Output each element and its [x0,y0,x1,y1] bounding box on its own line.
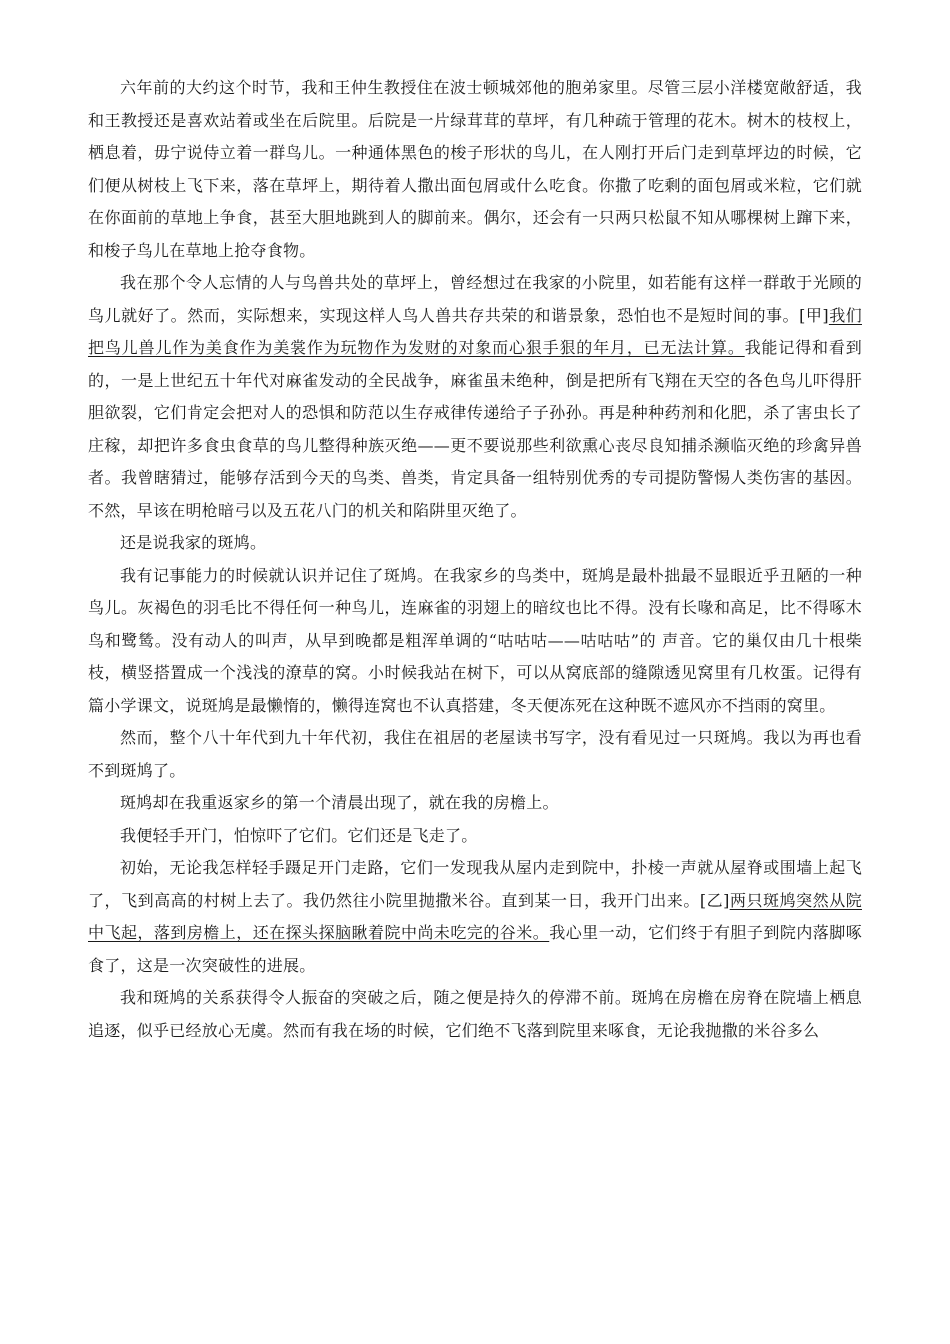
paragraph-5-text: 然而，整个八十年代到九十年代初，我住在祖居的老屋读书写字，没有看见过一只斑鸠。我以为再也看不到斑鸠了。 [88,728,862,780]
paragraph-1 [88,72,862,267]
paragraph-7-text: 我便轻手开门，怕惊吓了它们。它们还是飞走了。 [120,825,478,845]
paragraph-6 [88,787,862,820]
paragraph-9 [88,982,862,1047]
paragraph-6-text: 斑鸠却在我重返家乡的第一个清晨出现了，就在我的房檐上。 [120,793,559,812]
underlined-sentence-yi: 两只斑鸠突然从院中飞起，落到房檐上，还在探头探脑瞅着院中尚未吃完的谷米。 [88,890,862,942]
paragraph-9-text: 我和斑鸠的关系获得令人振奋的突破之后，随之便是持久的停滞不前。斑鸠在房檐在房脊在院墙上栖息追逐，似乎已经放心无虞。然而有我在场的时候，它们绝不飞落到院里来啄食，无论我抛撒的米谷多么 [88,988,862,1040]
paragraph-1-text: 六年前的大约这个时节，我和王仲生教授住在波士顿城郊他的胞弟家里。尽管三层小洋楼宽敞舒适，我和王教授还是喜欢站着或坐在后院里。后院是一片绿茸茸的草坪，有几种疏于管理的花木。树木的枝杈上，栖息着，毋宁说侍立着一群鸟儿。一种通体黑色的梭子形状的鸟儿，在人刚打开后门走到草坪边的时候，它们便从树枝上飞下来，落在草坪上，期待着人撒出面包屑或什么吃食。你撒了吃剩的面包屑或米粒，它们就在你面前的草地上争食，甚至大胆地跳到人的脚前来。偶尔，还会有一只两只松鼠不知从哪棵树上蹿下来，和梭子鸟儿在草地上抢夺食物。 [88,78,862,260]
paragraph-2-text-after: 我能记得和看到的，一是上世纪五十年代对麻雀发动的全民战争，麻雀虽未绝种，倒是把所有飞翔在天空的各色鸟儿吓得肝胆欲裂，它们肯定会把对人的恐惧和防范以生存戒律传递给子子孙孙。再是种种药剂和化肥，杀了害虫长了庄稼，却把许多食虫食草的鸟儿整得种族灭绝——更不要说那些利欲熏心丧尽良知捕杀濒临灭绝的珍禽异兽者。我曾瞎猜过，能够存活到今天的鸟类、兽类，肯定具备一组特别优秀的专司提防警惕人类伤害的基因。不然，早该在明枪暗弓以及五花八门的机关和陷阱里灭绝了。 [88,338,862,520]
paragraph-3-text: 还是说我家的斑鸠。 [120,533,267,552]
paragraph-8-text-before: 初始，无论我怎样轻手蹑足开门走路，它们一发现我从屋内走到院中，扑棱一声就从屋脊或围墙上起飞了，飞到高高的村树上去了。我仍然往小院里抛撒米谷。直到某一日，我开门出来。[乙] [88,858,862,910]
underlined-sentence-jia: 我们把鸟儿兽儿作为美食作为美裳作为玩物作为发财的对象而心狠手狠的年月，已无法计算。 [88,305,862,357]
paragraph-2-text-before: 我在那个令人忘情的人与鸟兽共处的草坪上，曾经想过在我家的小院里，如若能有这样一群敢于光顾的鸟儿就好了。然而，实际想来，实现这样人鸟人兽共存共荣的和谐景象，恐怕也不是短时间的事。[甲] [88,273,862,325]
paragraph-7 [88,820,862,853]
paragraph-5 [88,722,862,787]
paragraph-8-text-after: 我心里一动，它们终于有胆子到院内落脚啄食了，这是一次突破性的进展。 [88,923,862,975]
paragraph-4 [88,560,862,723]
paragraph-4-text: 我有记事能力的时候就认识并记住了斑鸠。在我家乡的鸟类中，斑鸠是最朴拙最不显眼近乎丑陋的一种鸟儿。灰褐色的羽毛比不得任何一种鸟儿，连麻雀的羽翅上的暗纹也比不得。没有长喙和高足，比不得啄木鸟和鹭鸶。没有动人的叫声，从早到晚都是粗浑单调的“咕咕咕——咕咕咕”的 声音。它的巢仅由几十根柴枝，横竖搭置成一个浅浅的潦草的窝。小时候我站在树下，可以从窝底部的缝隙透见窝里有几枚蛋。记得有篇小学课文，说斑鸠是最懒惰的，懒得连窝也不认真搭建，冬天便冻死在这种既不遮风亦不挡雨的窝里。 [88,565,862,715]
document-page [88,72,862,1047]
paragraph-8 [88,852,862,982]
paragraph-3 [88,527,862,560]
paragraph-2 [88,267,862,527]
